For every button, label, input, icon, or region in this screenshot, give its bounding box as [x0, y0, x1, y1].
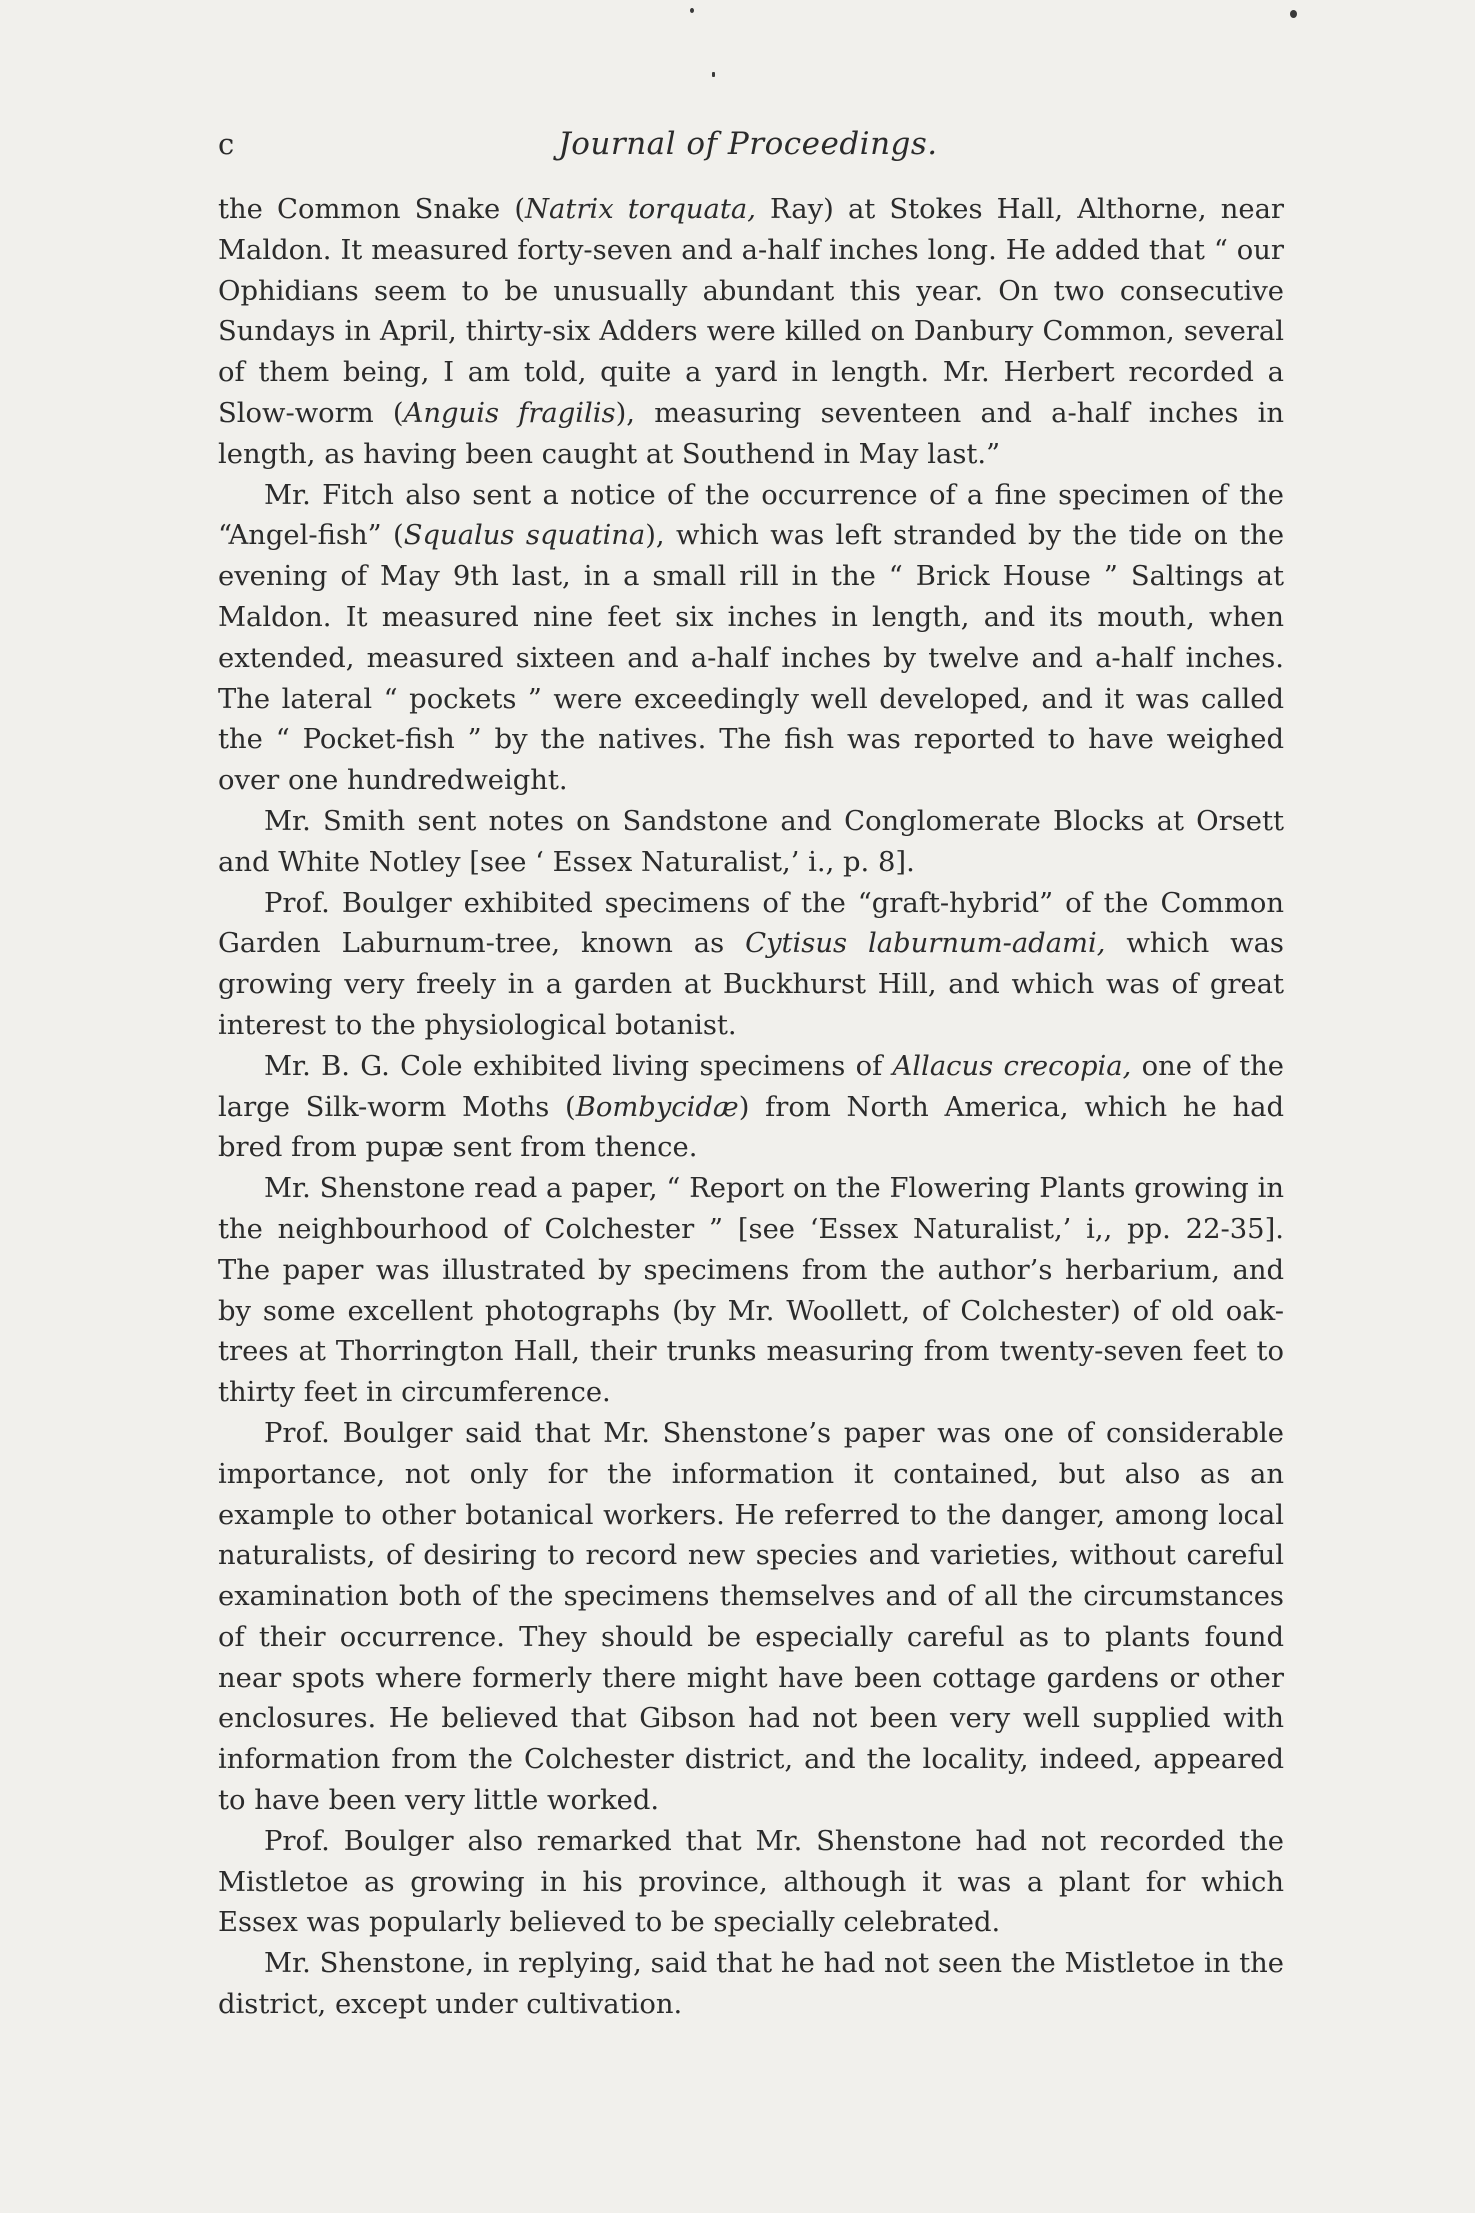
ink-speck-top [690, 8, 694, 13]
text-run: Prof. Boulger also remarked that Mr. Shenstone had not recorded the Mistletoe as growing in his province, although it was a plant for which Essex was popularly believed to be specially celebrated. [218, 1825, 1284, 1939]
paragraph [218, 476, 1284, 802]
paragraph [218, 1414, 1284, 1822]
italic-term: Natrix torquata, [525, 194, 756, 225]
page-number: c [218, 127, 235, 161]
paragraph [218, 884, 1284, 1047]
text-run: one of the large Silk-worm Moths ( [218, 1050, 1285, 1123]
text-run: which was growing very freely in a garden at Buckhurst Hill, and which was of great interest to the physiological botanist. [218, 928, 1284, 1041]
paragraph [218, 1822, 1284, 1944]
paragraph [218, 802, 1284, 884]
paragraph [218, 190, 1284, 476]
text-run: ), which was left stranded by the tide on the evening of May 9th last, in a small rill in the “ Brick House ” Saltings at Maldon. It measured nine feet six inches in length, and its mouth, when extended, measured sixteen and a-half inches by twelve and a-half inches. The lateral “ pockets ” were exceedingly well developed, and it was called the “ Pocket-fish ” by the natives. The fish was reported to have weighed over one hundredweight. [218, 520, 1285, 797]
italic-term: Bombycidæ [575, 1091, 739, 1123]
page-header [218, 122, 1278, 172]
paragraph [218, 1047, 1284, 1169]
text-run: Mr. Fitch also sent a notice of the occurrence of a fine specimen of the “Angel-fish” ( [218, 479, 1284, 552]
text-run: Mr. Shenstone read a paper, “ Report on the Flowering Plants growing in the neighbourhood of Colchester ” [see ‘Essex Naturalist,’ i,, pp. 22-35]. The paper was illustrated by specimens from the author’s herbarium, and by some excellent photographs (by Mr. Woollett, of Colchester) of old oak-trees at Thorrington Hall, their trunks measuring from twenty-seven feet to thirty feet in circumference. [218, 1173, 1284, 1409]
italic-term: Allacus crecopia, [892, 1050, 1132, 1082]
italic-term: Anguis fragilis [403, 397, 616, 429]
text-run: Prof. Boulger said that Mr. Shenstone’s paper was one of considerable importance, not only for the information it contained, but also as an example to other botanical workers. He referred to the danger, among local naturalists, of desiring to record new species and varieties, without careful examination both of the specimens themselves and of all the circumstances of their occurrence. They should be especially careful as to plants found near spots where formerly there might have been cottage gardens or other enclosures. He believed that Gibson had not been very well supplied with information from the Colchester district, and the locality, indeed, appeared to have been very little worked. [218, 1417, 1284, 1817]
body-text [218, 190, 1284, 2026]
ink-speck-corner [1290, 10, 1297, 18]
text-run: Mr. Shenstone, in replying, said that he had not seen the Mistletoe in the district, except under cultivation. [218, 1948, 1284, 2021]
running-title: Journal of Proceedings. [558, 126, 938, 162]
text-run: the Common Snake ( [218, 194, 526, 225]
ink-speck-mark [712, 72, 715, 77]
text-run: Mr. Smith sent notes on Sandstone and Conglomerate Blocks at Orsett and White Notley [see ‘ Essex Naturalist,’ i., p. 8]. [218, 805, 1284, 878]
paragraph [218, 1944, 1284, 2026]
text-run: Mr. B. G. Cole exhibited living specimens of [264, 1050, 893, 1082]
text-run: ), measuring seventeen and a-half inches in length, as having been caught at Southend in May last.” [218, 397, 1284, 470]
text-run: Ray) at Stokes Hall, Althorne, near Maldon. It measured forty-seven and a-half inches long. He added that “ our Ophidians seem to be unusually abundant this year. On two consecutive Sundays in April, thirty-six Adders were killed on Danbury Common, several of them being, I am told, quite a yard in length. Mr. Herbert recorded a Slow-worm ( [218, 194, 1285, 429]
italic-term: Squalus squatina [403, 520, 646, 552]
italic-term: Cytisus laburnum-adami, [745, 928, 1106, 960]
text-run: ) from North America, which he had bred from pupæ sent from thence. [218, 1091, 1284, 1164]
text-run: Prof. Boulger exhibited specimens of the “graft-hybrid” of the Common Garden Laburnum-tree, known as [218, 887, 1284, 960]
paragraph [218, 1169, 1284, 1414]
